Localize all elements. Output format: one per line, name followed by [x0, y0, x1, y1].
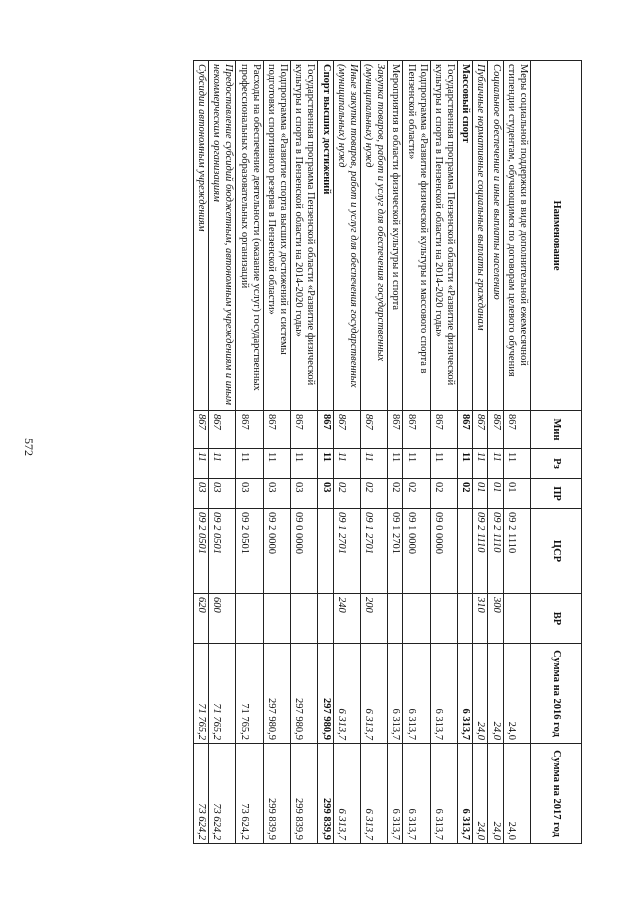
cell-sum-2016: 6 313,7: [360, 644, 387, 744]
cell-sum-2016: 6 313,7: [388, 644, 403, 744]
cell-sum-2016: 24,0: [503, 644, 530, 744]
cell-sum-2016: 297 980,9: [291, 644, 318, 744]
cell-rz: 11: [388, 449, 403, 479]
cell-sum-2017: 299 839,9: [291, 744, 318, 844]
table-row: [318, 61, 333, 844]
cell-sum-2016: 71 765,2: [193, 644, 208, 744]
cell-name: Закупка товаров, работ и услуг для обеспечения государственных (муниципальных) нужд: [360, 61, 387, 411]
cell-csr: 09 1 2701: [333, 509, 360, 594]
cell-min: 867: [360, 411, 387, 449]
cell-name: Предоставление субсидий бюджетным, автономным учреждениям и иным некоммерческим организациям: [209, 61, 236, 411]
budget-table: [193, 60, 582, 844]
cell-min: 867: [236, 411, 263, 449]
cell-pr: 02: [360, 479, 387, 509]
table-row: [503, 61, 530, 844]
cell-vr: [291, 594, 318, 644]
cell-rz: 11: [403, 449, 430, 479]
cell-sum-2017: 299 839,9: [318, 744, 333, 844]
table-row: [430, 61, 457, 844]
cell-pr: 02: [458, 479, 473, 509]
cell-sum-2016: 6 313,7: [430, 644, 457, 744]
table-row: [388, 61, 403, 844]
cell-vr: [403, 594, 430, 644]
cell-name: Мероприятия в области физической культуры и спорта: [388, 61, 403, 411]
cell-pr: 03: [193, 479, 208, 509]
cell-rz: 11: [360, 449, 387, 479]
header-sum-2016: Сумма на 2016 год: [531, 644, 582, 744]
cell-pr: 02: [333, 479, 360, 509]
cell-sum-2017: 6 313,7: [388, 744, 403, 844]
cell-vr: [430, 594, 457, 644]
cell-vr: [263, 594, 290, 644]
cell-sum-2017: 6 313,7: [403, 744, 430, 844]
table-row: [403, 61, 430, 844]
cell-min: 867: [209, 411, 236, 449]
cell-sum-2016: 6 313,7: [403, 644, 430, 744]
cell-min: 867: [403, 411, 430, 449]
cell-sum-2016: 71 765,2: [236, 644, 263, 744]
cell-name: Иные закупки товаров, работ и услуг для обеспечения государственных (муниципальных) нужд: [333, 61, 360, 411]
cell-rz: 11: [458, 449, 473, 479]
cell-min: 867: [503, 411, 530, 449]
cell-csr: 09 0 0000: [291, 509, 318, 594]
table-row: [458, 61, 473, 844]
cell-rz: 11: [291, 449, 318, 479]
cell-rz: 11: [318, 449, 333, 479]
cell-pr: 02: [403, 479, 430, 509]
cell-vr: [318, 594, 333, 644]
cell-csr: 09 2 1110: [488, 509, 503, 594]
cell-sum-2017: 73 624,2: [236, 744, 263, 844]
cell-vr: 300: [488, 594, 503, 644]
header-min: Мин: [531, 411, 582, 449]
cell-pr: 02: [430, 479, 457, 509]
cell-vr: 620: [193, 594, 208, 644]
cell-sum-2017: 6 313,7: [458, 744, 473, 844]
header-rz: Рз: [531, 449, 582, 479]
cell-sum-2017: 6 313,7: [430, 744, 457, 844]
cell-sum-2016: 6 313,7: [458, 644, 473, 744]
table-row: [193, 61, 208, 844]
cell-sum-2017: 6 313,7: [360, 744, 387, 844]
cell-name: Спорт высших достижений: [318, 61, 333, 411]
cell-min: 867: [291, 411, 318, 449]
cell-rz: 11: [236, 449, 263, 479]
cell-min: 867: [430, 411, 457, 449]
cell-name: Социальное обеспечение и иные выплаты населению: [488, 61, 503, 411]
cell-csr: 09 2 1110: [503, 509, 530, 594]
cell-name: Массовый спорт: [458, 61, 473, 411]
table-row: [360, 61, 387, 844]
cell-rz: 11: [488, 449, 503, 479]
cell-min: 867: [388, 411, 403, 449]
cell-sum-2016: 24,0: [473, 644, 488, 744]
cell-min: 867: [333, 411, 360, 449]
cell-csr: 09 2 0501: [209, 509, 236, 594]
cell-vr: [236, 594, 263, 644]
cell-sum-2017: 24,0: [488, 744, 503, 844]
cell-sum-2016: 297 980,9: [318, 644, 333, 744]
cell-sum-2016: 297 980,9: [263, 644, 290, 744]
cell-csr: 09 1 2701: [388, 509, 403, 594]
header-pr: ПР: [531, 479, 582, 509]
cell-min: 867: [318, 411, 333, 449]
cell-rz: 11: [503, 449, 530, 479]
cell-sum-2017: 24,0: [473, 744, 488, 844]
cell-vr: 240: [333, 594, 360, 644]
cell-sum-2017: 73 624,2: [209, 744, 236, 844]
header-sum-2017: Сумма на 2017 год: [531, 744, 582, 844]
cell-sum-2016: 71 765,2: [209, 644, 236, 744]
table-row: [263, 61, 290, 844]
cell-vr: 310: [473, 594, 488, 644]
cell-min: 867: [263, 411, 290, 449]
cell-sum-2016: 6 313,7: [333, 644, 360, 744]
cell-min: 867: [193, 411, 208, 449]
budget-table-rotated: [108, 60, 582, 843]
header-name: Наименование: [531, 61, 582, 411]
cell-sum-2017: 299 839,9: [263, 744, 290, 844]
cell-vr: [388, 594, 403, 644]
cell-pr: 01: [473, 479, 488, 509]
table-row: [473, 61, 488, 844]
cell-pr: 03: [291, 479, 318, 509]
cell-min: 867: [473, 411, 488, 449]
cell-csr: 09 2 0501: [193, 509, 208, 594]
cell-name: Меры социальной поддержки в виде дополнительной ежемесячной стипендии студентам, обучающимся по договорам целевого обучения: [503, 61, 530, 411]
cell-rz: 11: [193, 449, 208, 479]
cell-csr: 09 2 0501: [236, 509, 263, 594]
cell-name: Подпрограмма «Развитие физической культуры и массового спорта в Пензенской области»: [403, 61, 430, 411]
cell-csr: 09 1 0000: [403, 509, 430, 594]
cell-name: Государственная программа Пензенской области «Развитие физической культуры и спорта в Пензенской области на 2014-2020 годы»: [430, 61, 457, 411]
cell-pr: 03: [318, 479, 333, 509]
cell-rz: 11: [473, 449, 488, 479]
cell-pr: 03: [236, 479, 263, 509]
cell-name: Субсидии автономным учреждениям: [193, 61, 208, 411]
cell-rz: 11: [430, 449, 457, 479]
table-row: [209, 61, 236, 844]
cell-pr: 01: [503, 479, 530, 509]
header-vr: ВР: [531, 594, 582, 644]
cell-csr: 09 1 2701: [360, 509, 387, 594]
table-row: [236, 61, 263, 844]
cell-rz: 11: [263, 449, 290, 479]
table-row: [333, 61, 360, 844]
cell-vr: [503, 594, 530, 644]
table-row: [488, 61, 503, 844]
cell-csr: 09 2 0000: [263, 509, 290, 594]
cell-csr: [458, 509, 473, 594]
page-number: 572: [22, 438, 36, 456]
cell-csr: [318, 509, 333, 594]
cell-pr: 02: [388, 479, 403, 509]
cell-vr: 200: [360, 594, 387, 644]
cell-sum-2016: 24,0: [488, 644, 503, 744]
cell-name: Подпрограмма «Развитие спорта высших достижений и системы подготовки спортивного резерва в Пензенской области»: [263, 61, 290, 411]
cell-pr: 03: [263, 479, 290, 509]
header-row: [531, 61, 582, 844]
cell-name: Публичные нормативные социальные выплаты гражданам: [473, 61, 488, 411]
cell-csr: 09 0 0000: [430, 509, 457, 594]
cell-pr: 01: [488, 479, 503, 509]
cell-min: 867: [458, 411, 473, 449]
header-csr: ЦСР: [531, 509, 582, 594]
cell-csr: 09 2 1110: [473, 509, 488, 594]
cell-vr: [458, 594, 473, 644]
table-row: [291, 61, 318, 844]
cell-pr: 03: [209, 479, 236, 509]
cell-sum-2017: 6 313,7: [333, 744, 360, 844]
cell-name: Государственная программа Пензенской области «Развитие физической культуры и спорта в Пензенской области на 2014-2020 годы»: [291, 61, 318, 411]
cell-name: Расходы на обеспечение деятельности (оказание услуг) государственных профессиональных образовательных организаций: [236, 61, 263, 411]
cell-min: 867: [488, 411, 503, 449]
cell-rz: 11: [209, 449, 236, 479]
cell-vr: 600: [209, 594, 236, 644]
cell-sum-2017: 24,0: [503, 744, 530, 844]
cell-sum-2017: 73 624,2: [193, 744, 208, 844]
cell-rz: 11: [333, 449, 360, 479]
table-body: [193, 61, 530, 844]
